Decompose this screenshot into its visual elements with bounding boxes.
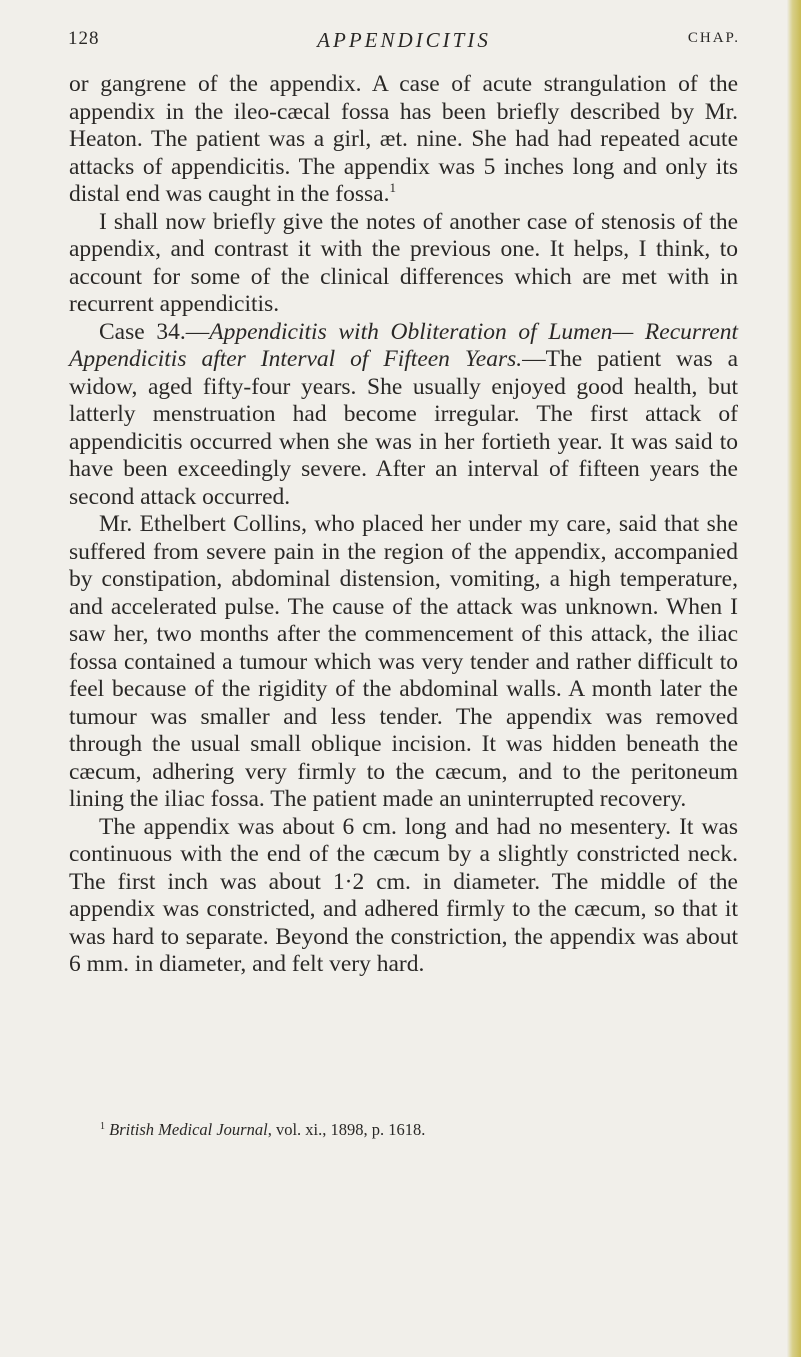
page-number: 128 (68, 28, 100, 49)
paragraph-continued (69, 71, 738, 209)
case-text: —The patient was a widow, aged fifty-four years. She usually enjoyed good health, but latterly menstruation had become irregular. The first attack of appendicitis occurred when she was in her fortieth year. It was said to have been exceedingly severe. After an interval of fifteen years the second attack occurred. (69, 346, 738, 510)
page-edge (787, 0, 801, 1357)
paragraph-text: or gangrene of the appendix. A case of acute strangulation of the appendix in the ileo-cæcal fossa has been briefly described by Mr. Heaton. The patient was a girl, æt. nine. She had had repeated acute attacks of appendicitis. The appendix was 5 inches long and only its distal end was caught in the fossa. (69, 71, 738, 207)
footnote (100, 1120, 740, 1140)
footnote-citation: , vol. xi., 1898, p. 1618. (267, 1120, 426, 1139)
running-header (68, 28, 740, 54)
footnote-source: British Medical Journal (109, 1120, 268, 1139)
footnote-marker: 1 (100, 1121, 105, 1132)
paragraph: I shall now briefly give the notes of another case of stenosis of the appendix, and contrast it with the previous one. It helps, I think, to account for some of the clinical differences which are met with in recurrent appendicitis. (69, 208, 738, 317)
case-label: Case 34.— (99, 318, 210, 345)
case-title: Appendicitis with Obliteration of Lumen— Recurrent Appendicitis after Interval of Fifteen Years. (69, 318, 738, 372)
paragraph: Mr. Ethelbert Collins, who placed her under my care, said that she suffered from severe pain in the region of the appendix, accompanied by constipation, abdominal distension, vomiting, a high temperature, and accelerated pulse. The cause of the attack was unknown. When I saw her, two months after the commencement of this attack, the iliac fossa contained a tumour which was very tender and rather difficult to feel because of the rigidity of the abdominal walls. A month later the tumour was smaller and less tender. The appendix was removed through the usual small oblique incision. It was hidden beneath the cæcum, adhering very firmly to the cæcum, and to the peritoneum lining the iliac fossa. The patient made an uninterrupted recovery. (69, 511, 738, 812)
case-paragraph (69, 319, 738, 512)
footnote-reference: 1 (389, 180, 396, 195)
running-title: APPENDICITIS (317, 28, 491, 52)
paragraph: The appendix was about 6 cm. long and had no mesentery. It was continuous with the end of the cæcum by a slightly constricted neck. The first inch was about 1·2 cm. in diameter. The middle of the appendix was constricted, and adhered firmly to the cæcum, so that it was hard to separate. Beyond the constriction, the appendix was about 6 mm. in diameter, and felt very hard. (69, 813, 738, 977)
chapter-label: CHAP. (687, 30, 740, 46)
body-text (69, 71, 738, 979)
